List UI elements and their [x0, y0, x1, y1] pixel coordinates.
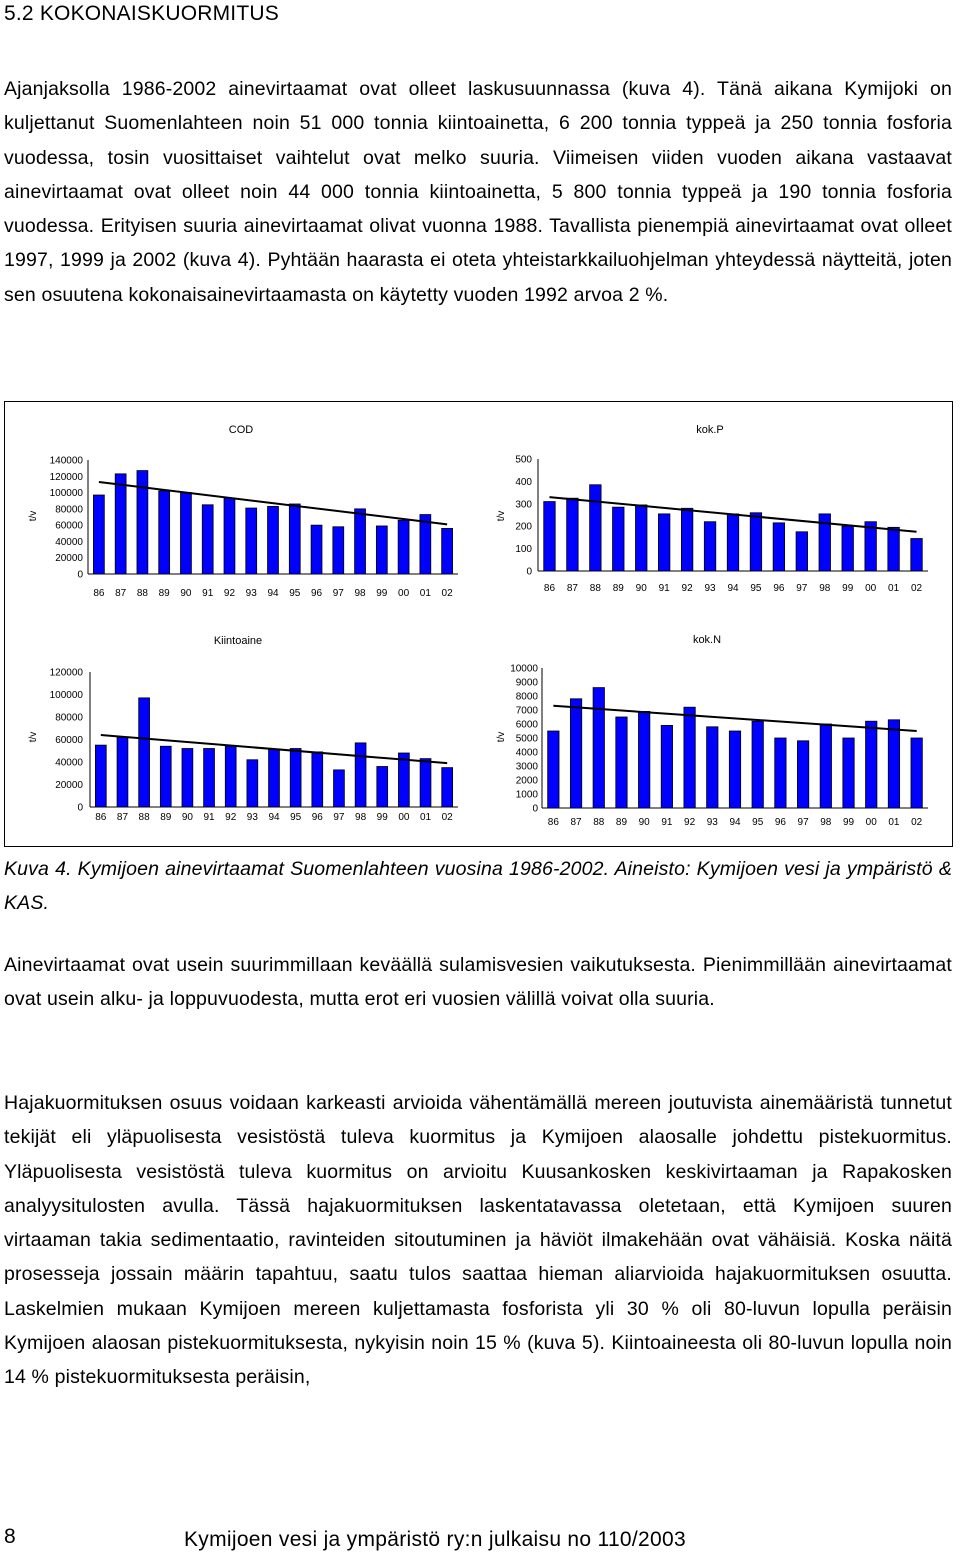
- chart-4-ylabel: t/v: [496, 731, 507, 743]
- chart-2-bar: [544, 502, 555, 571]
- chart-2-ytick: 200: [515, 521, 532, 533]
- chart-2-bar: [613, 507, 624, 571]
- chart-2-xtick: 99: [842, 583, 854, 594]
- chart-1-ytick: 80000: [55, 504, 83, 516]
- chart-1-xtick: 02: [441, 588, 453, 599]
- chart-1-xtick: 98: [354, 588, 366, 599]
- chart-3-bar: [442, 768, 453, 807]
- chart-3-bar: [290, 749, 301, 808]
- chart-4-xtick: 90: [638, 817, 650, 828]
- chart-2-title: kok.P: [696, 424, 724, 436]
- chart-1-bar: [115, 474, 126, 574]
- chart-4-bar: [820, 724, 831, 808]
- chart-2-ytick: 400: [515, 476, 532, 488]
- chart-1-xtick: 93: [245, 588, 257, 599]
- chart-4-xtick: 95: [752, 817, 764, 828]
- chart-4-bar: [888, 720, 899, 808]
- chart-2-xtick: 96: [773, 583, 785, 594]
- chart-4-ytick: 7000: [515, 705, 538, 717]
- chart-2-xtick: 02: [910, 583, 923, 594]
- chart-4-xtick: 87: [570, 817, 582, 828]
- chart-2-bar: [567, 498, 578, 571]
- chart-3-bar: [334, 770, 345, 807]
- chart-1-bar: [181, 493, 192, 574]
- chart-2-xtick: 00: [865, 583, 877, 594]
- chart-1-xtick: 86: [93, 588, 105, 599]
- chart-1-xtick: 90: [180, 588, 192, 599]
- chart-2-xtick: 90: [635, 583, 647, 594]
- chart-3-xtick: 99: [376, 812, 388, 823]
- chart-3-xtick: 93: [246, 812, 258, 823]
- chart-2-bar: [590, 485, 601, 571]
- chart-2-xtick: 94: [727, 583, 739, 594]
- chart-3-xtick: 96: [311, 812, 323, 823]
- chart-3-ytick: 0: [77, 802, 83, 814]
- chart-4-ytick: 9000: [515, 677, 538, 689]
- chart-3-xtick: 95: [290, 812, 302, 823]
- chart-2-ytick: 300: [515, 499, 532, 511]
- chart-4-bar: [548, 731, 559, 808]
- chart-1-bar: [159, 491, 170, 574]
- chart-4-ytick: 8000: [515, 691, 538, 703]
- chart-3-bar: [225, 746, 236, 807]
- chart-1-ylabel: t/v: [28, 510, 39, 522]
- chart-3-xtick: 86: [95, 812, 107, 823]
- chart-3-ytick: 120000: [49, 667, 83, 679]
- chart-2-xtick: 92: [681, 583, 693, 594]
- chart-3-xtick: 87: [116, 812, 129, 823]
- chart-3-xtick: 92: [225, 812, 237, 823]
- chart-2-ytick: 100: [515, 544, 532, 556]
- chart-2-bar: [911, 539, 922, 571]
- figure-caption: Kuva 4. Kymijoen ainevirtaamat Suomenlahteen vuosina 1986-2002. Aineisto: Kymijoen vesi ja ympäristö & KAS.: [4, 858, 952, 914]
- chart-4-bar: [911, 738, 922, 808]
- chart-4-bar: [639, 711, 650, 808]
- figure-4-charts: [5, 402, 951, 845]
- chart-4-xtick: 88: [593, 817, 605, 828]
- chart-4-xtick: 99: [842, 817, 855, 828]
- chart-3-xtick: 97: [333, 812, 345, 823]
- chart-3-bar: [312, 752, 323, 807]
- chart-4-ytick: 2000: [515, 775, 538, 787]
- chart-1-bar: [289, 504, 300, 574]
- chart-3-title: Kiintoaine: [213, 635, 263, 647]
- chart-4-trendline: [553, 706, 916, 731]
- chart-1-ytick: 20000: [55, 553, 83, 565]
- chart-3-bar: [95, 745, 106, 807]
- chart-1-xtick: 97: [332, 588, 344, 599]
- chart-1-bar: [376, 526, 387, 574]
- figure-4: [4, 401, 953, 847]
- chart-2-ylabel: t/v: [496, 510, 507, 522]
- chart-3-xtick: 02: [441, 812, 453, 823]
- chart-4-ytick: 6000: [515, 719, 538, 731]
- chart-1-bar: [311, 525, 322, 574]
- chart-3-bar: [420, 759, 431, 807]
- chart-4-ytick: 0: [532, 803, 538, 815]
- chart-1-bar: [246, 508, 257, 574]
- chart-1-bar: [355, 509, 366, 574]
- chart-4-xtick: 96: [774, 817, 786, 828]
- chart-4-xtick: 01: [888, 817, 900, 828]
- chart-2-bar: [704, 522, 715, 571]
- chart-4-ytick: 1000: [515, 789, 538, 801]
- chart-1-xtick: 01: [419, 588, 431, 599]
- chart-4-bar: [593, 688, 604, 808]
- chart-3-ytick: 80000: [55, 712, 83, 724]
- chart-1-bar: [333, 527, 344, 574]
- chart-3-xtick: 01: [419, 812, 432, 823]
- chart-3-ytick: 100000: [49, 690, 83, 701]
- chart-4-bar: [616, 717, 627, 808]
- chart-1-xtick: 88: [136, 588, 148, 599]
- chart-4-xtick: 94: [729, 817, 741, 828]
- chart-3-xtick: 91: [203, 812, 215, 823]
- chart-4-xtick: 86: [547, 817, 559, 828]
- chart-4-ytick: 5000: [515, 733, 538, 745]
- paragraph-intro: Ajanjaksolla 1986-2002 ainevirtaamat ovat olleet laskusuunnassa (kuva 4). Tänä aikana Kymijoki on kuljettanut Suomenlahteen noin 51 000 tonnia kiintoainetta, 6 200 tonnia typpeä ja 250 tonnia fosforia vuodessa, tosin vuosittaiset vaihtelut ovat melko suuria. Viimeisen viiden vuoden aikana vastaavat ainevirtaamat ovat olleet noin 44 000 tonnia kiintoainetta, 5 800 tonnia typpeä ja 190 tonnia fosforia vuodessa. Erityisen suuria ainevirtaamat olivat vuonna 1988. Tavallista pienempiä ainevirtaamat ovat olleet 1997, 1999 ja 2002 (kuva 4). Pyhtään haarasta ei oteta yhteistarkkailuohjelman yhteydessä näytteitä, joten sen osuutena kokonaisainevirtaamasta on käytetty vuoden 1992 arvoa 2 %.: [4, 78, 952, 306]
- chart-2-bar: [658, 514, 669, 571]
- chart-2-bar: [865, 522, 876, 571]
- chart-3-bar: [269, 750, 280, 807]
- chart-4-xtick: 98: [820, 817, 832, 828]
- chart-1-xtick: 95: [289, 588, 301, 599]
- chart-2-ytick: 500: [515, 454, 532, 466]
- chart-4-ytick: 4000: [515, 747, 538, 759]
- paragraph-diffuse-load: Hajakuormituksen osuus voidaan karkeasti arvioida vähentämällä mereen joutuvista ainemääristä tunnetut tekijät eli yläpuolisesta vesistöstä tuleva kuormitus ja Kymijoen alaosalle johdettu pistekuormitus. Yläpuolisesta vesistöstä tuleva kuormitus on arvioitu Kuusankosken keskivirtaaman ja Rapakosken analyysitulosten avulla. Tässä hajakuormituksen laskentatavassa oletetaan, että Kymijoen suuren virtaaman takia sedimentaatio, ravinteiden sitoutuminen ja häviöt ilmakehään ovat vähäisiä. Koska näitä prosesseja jossain määrin tapahtuu, saatu tulos saattaa hieman aliarvioida hajakuormituksen osuutta. Laskelmien mukaan Kymijoen mereen kuljettamasta fosforista yli 30 % oli 80-luvun lopulla peräisin Kymijoen alaosan pistekuormituksesta, nykyisin noin 15 % (kuva 5). Kiintoaineesta oli 80-luvun lopulla noin 14 % pistekuormituksesta peräisin,: [4, 1092, 952, 1389]
- chart-3-ytick: 60000: [55, 735, 83, 746]
- chart-1-ytick: 60000: [55, 520, 83, 532]
- chart-4-bar: [684, 707, 695, 808]
- chart-1-xtick: 99: [376, 588, 388, 599]
- chart-3-xtick: 90: [181, 812, 193, 823]
- chart-1-ytick: 0: [77, 569, 83, 581]
- chart-1-ytick: 140000: [49, 455, 83, 467]
- chart-4-xtick: 92: [684, 817, 696, 828]
- chart-4-bar: [570, 699, 581, 808]
- chart-2-xtick: 97: [796, 583, 808, 594]
- chart-3-xtick: 94: [268, 812, 280, 823]
- chart-2-bar: [727, 514, 738, 571]
- chart-2-xtick: 86: [543, 583, 556, 594]
- chart-2-bar: [681, 508, 692, 571]
- chart-1-ytick: 40000: [55, 536, 83, 548]
- chart-3-bar: [247, 760, 258, 807]
- footer-publication: Kymijoen vesi ja ympäristö ry:n julkaisu no 110/2003: [184, 1528, 686, 1551]
- chart-3-bar: [117, 737, 128, 807]
- chart-3-xtick: 89: [160, 812, 172, 823]
- chart-4-xtick: 02: [911, 817, 923, 828]
- chart-2-xtick: 91: [658, 583, 670, 594]
- paragraph-seasonal: Ainevirtaamat ovat usein suurimmillaan keväällä sulamisvesien vaikutuksesta. Pienimmillään ainevirtaamat ovat usein alku- ja loppuvuodesta, mutta erot eri vuosien välillä voivat olla suuria.: [4, 954, 952, 1011]
- chart-1-xtick: 96: [310, 588, 323, 599]
- chart-1-xtick: 91: [202, 588, 214, 599]
- chart-4-bar: [752, 721, 763, 808]
- chart-1-xtick: 87: [115, 588, 127, 599]
- chart-4-xtick: 89: [615, 817, 628, 828]
- chart-2-bar: [888, 527, 899, 571]
- chart-2-xtick: 95: [750, 583, 762, 594]
- chart-1-ytick: 120000: [49, 471, 83, 483]
- chart-3-ytick: 20000: [55, 780, 83, 791]
- chart-3-bar: [204, 749, 215, 808]
- chart-1-bar: [442, 528, 453, 574]
- chart-1-bar: [268, 506, 279, 574]
- chart-1-xtick: 92: [223, 588, 236, 599]
- chart-2-bar: [796, 532, 807, 571]
- chart-3-bar: [355, 743, 366, 807]
- chart-4-bar: [707, 727, 718, 808]
- chart-1-xtick: 94: [267, 588, 279, 599]
- chart-3-bar: [398, 753, 409, 807]
- chart-4-bar: [729, 731, 740, 808]
- chart-4-title: kok.N: [692, 634, 722, 646]
- chart-2-xtick: 88: [589, 583, 601, 594]
- chart-4-bar: [797, 741, 808, 808]
- chart-1-xtick: 89: [158, 588, 170, 599]
- chart-4-xtick: 91: [661, 817, 673, 828]
- chart-3-ytick: 40000: [55, 757, 83, 769]
- chart-3-bar: [377, 767, 388, 808]
- chart-3-xtick: 98: [355, 812, 367, 823]
- chart-2-bar: [636, 505, 647, 571]
- chart-1-bar: [224, 498, 235, 574]
- chart-2-xtick: 98: [819, 583, 831, 594]
- chart-2-bar: [750, 513, 761, 571]
- chart-1-title: COD: [228, 424, 254, 436]
- page-number: 8: [4, 1525, 16, 1548]
- chart-4-bar: [661, 725, 672, 808]
- chart-2-bar: [773, 523, 784, 571]
- chart-4-ytick: 3000: [515, 761, 538, 773]
- chart-1-bar: [398, 520, 409, 574]
- chart-3-ylabel: t/v: [28, 731, 39, 743]
- chart-1-bar: [420, 515, 431, 574]
- chart-2-xtick: 93: [704, 583, 716, 594]
- section-heading: 5.2 KOKONAISKUORMITUS: [4, 2, 279, 25]
- chart-3-bar: [182, 749, 193, 808]
- chart-4-bar: [843, 738, 854, 808]
- chart-3-xtick: 88: [138, 812, 150, 823]
- chart-2-bar: [842, 526, 853, 571]
- chart-1-ytick: 100000: [49, 488, 83, 500]
- chart-1-xtick: 00: [398, 588, 410, 599]
- chart-2-xtick: 01: [888, 583, 900, 594]
- chart-3-xtick: 00: [398, 812, 410, 823]
- chart-4-xtick: 93: [706, 817, 718, 828]
- chart-4-xtick: 00: [865, 817, 877, 828]
- chart-4-ytick: 10000: [510, 663, 538, 675]
- chart-1-bar: [93, 495, 104, 574]
- chart-3-bar: [139, 698, 150, 807]
- chart-3-bar: [160, 746, 171, 807]
- chart-2-xtick: 89: [612, 583, 624, 594]
- chart-4-bar: [866, 721, 877, 808]
- chart-4-bar: [775, 738, 786, 808]
- chart-2-ytick: 0: [526, 566, 532, 578]
- chart-2-xtick: 87: [566, 583, 578, 594]
- chart-1-bar: [202, 505, 213, 574]
- chart-4-xtick: 97: [797, 817, 809, 828]
